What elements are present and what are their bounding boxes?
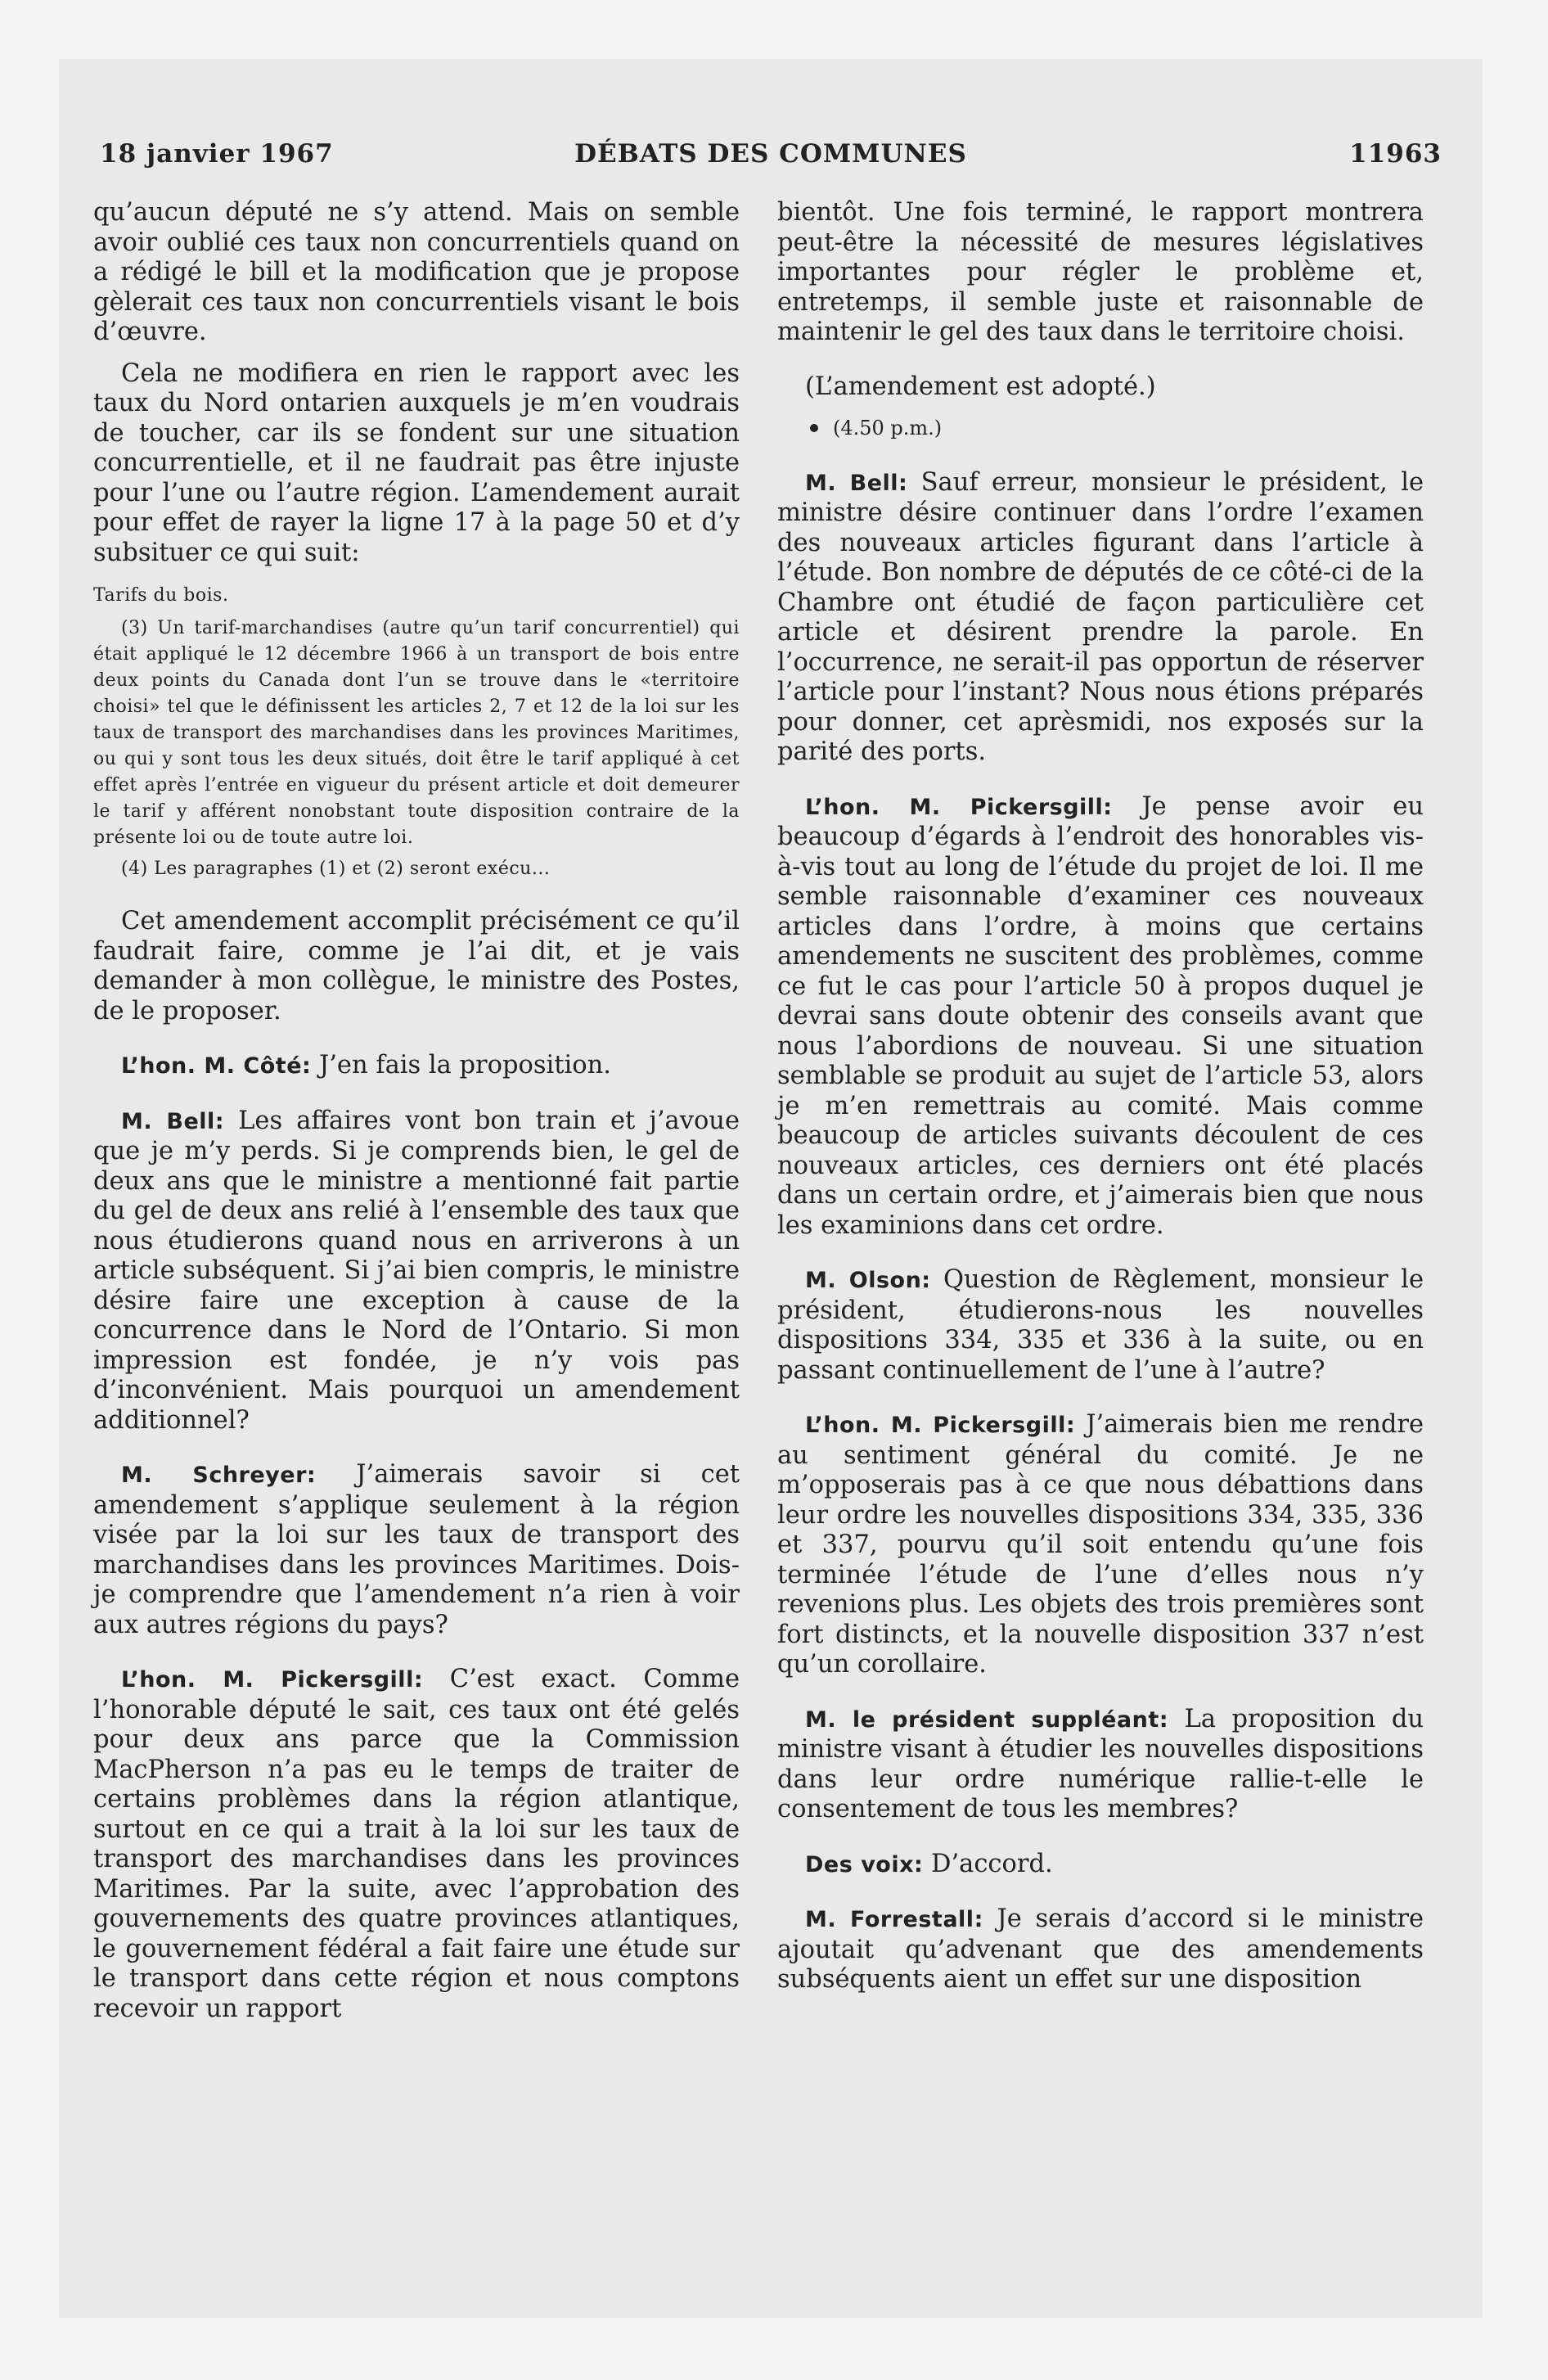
time-text: (4.50 p.m.) (833, 417, 943, 439)
speech (777, 1904, 1424, 1995)
speech-text: J’en fais la proposition. (311, 1051, 611, 1080)
speaker-name: L’hon. M. Pickersgill: (805, 794, 1113, 820)
procedural-note: (L’amendement est adopté.) (805, 372, 1156, 401)
speech-text: Les affaires vont bon train et j’avoue que je m’y perds. Si je comprends bien, le gel de deux ans que le ministre a mentionné fait partie du gel de deux ans relié à l’ensemble des taux que nous étudierons quand nous en arriverons à un article subséquent. Si j’ai bien compris, le ministre désire faire une exception à cause de la concurrence dans le Nord de l’Ontario. Si mon impression est fondée, je n’y vois pas d’inconvénient. Mais pourquoi un amendement additionnel? (93, 1106, 740, 1435)
speech-text: Je serais d’accord si le ministre ajoutait qu’advenant que des amendements subséquents aient un effet sur une disposition (777, 1904, 1424, 1994)
speaker-name: M. Forrestall: (805, 1907, 983, 1932)
speech (93, 1051, 740, 1082)
speech-text: J’aimerais bien me rendre au sentiment général du comité. Je ne m’opposerais pas à ce que nous débattions dans leur ordre les nouvelles dispositions 334, 335, 336 et 337, pourvu qu’il soit entendu qu’une fois terminée l’étude de l’une d’elles nous n’y revenions plus. Les objets des trois premières sont fort distincts, et la nouvelle disposition 337 n’est qu’un corollaire. (777, 1410, 1424, 1679)
speech (777, 1850, 1424, 1881)
speech (777, 1705, 1424, 1825)
right-column (777, 198, 1424, 1995)
quote-paragraph: (3) Un tarif-marchandises (autre qu’un tarif concurrentiel) qui était appliqué le 12 décembre 1966 à un transport de bois entre deux points du Canada dont l’un se trouve dans le «territoire choisi» tel que le définissent les articles 2, 7 et 12 de la loi sur les taux de transport des marchandises dans les provinces Maritimes, ou qui y sont tous les deux situés, doit être le tarif appliqué à cet effet après l’entrée en vigueur du présent article et doit demeurer le tarif y afférent nonobstant toute disposition contraire de la présente loi ou de toute autre loi. (93, 618, 740, 848)
page-header (100, 139, 1442, 180)
paragraph: Cela ne modifiera en rien le rapport avec les taux du Nord ontarien auxquels je m’en voudrais de toucher, car ils se fondent sur une situation concurrentielle, et il ne faudrait pas être injuste pour l’une ou l’autre région. L’amendement aurait pour effet de rayer la ligne 17 à la page 50 et d’y subsituer ce qui suit: (93, 358, 740, 567)
bullet-icon (810, 424, 818, 432)
header-date: 18 janvier 1967 (100, 139, 334, 169)
speaker-name: L’hon. M. Côté: (121, 1053, 312, 1079)
speaker-name: M. Bell: (805, 470, 908, 496)
speech-text: J’aimerais savoir si cet amendement s’applique seulement à la région visée par la loi sur les taux de transport des marchandises dans les provinces Maritimes. Dois-je comprendre que l’amendement n’a rien à voir aux autres régions du pays? (93, 1460, 740, 1639)
speech-text: C’est exact. Comme l’honorable député le sait, ces taux ont été gelés pour deux ans parce que la Commission MacPherson n’a pas eu le temps de traiter de certains problèmes dans la région atlantique, surtout en ce qui a trait à la loi sur les taux de transport des marchandises dans les provinces Maritimes. Par la suite, avec l’approbation des gouvernements des quatre provinces atlantiques, le gouvernement fédéral a fait faire une étude sur le transport dans cette région et nous comptons recevoir un rapport (93, 1665, 740, 2023)
quote-heading: Tarifs du bois. (93, 585, 229, 606)
header-page-number: 11963 (1349, 139, 1442, 169)
speech (93, 1460, 740, 1640)
paragraph: qu’aucun député ne s’y attend. Mais on semble avoir oublié ces taux non concurrentiels quand on a rédigé le bill et la modification que je propose gèlerait ces taux non concurrentiels visant le bois d’œuvre. (93, 198, 740, 346)
time-marker (810, 413, 1424, 444)
speech (777, 792, 1424, 1242)
header-title: DÉBATS DES COMMUNES (574, 139, 967, 169)
speaker-name: M. Bell: (121, 1108, 225, 1134)
left-column (93, 198, 740, 2024)
page (59, 59, 1483, 2318)
speech-text: D’accord. (923, 1849, 1053, 1878)
speaker-name: Des voix: (805, 1851, 924, 1877)
speaker-name: L’hon. M. Pickersgill: (121, 1667, 424, 1693)
speech-text: Je pense avoir eu beaucoup d’égards à l’endroit des honorables vis-à-vis tout au long de l’étude du projet de loi. Il me semble raisonnable d’examiner ces nouveaux articles dans l’ordre, à moins que certains amendements ne suscitent des problèmes, comme ce fut le cas pour l’article 50 à propos duquel je devrai sans doute obtenir des conseils avant que nous l’abordions de nouveau. Si une situation semblable se produit au sujet de l’article 53, alors je m’en remettrais au comité. Mais comme beaucoup de articles suivants découlent de ces nouveaux articles, ces derniers ont été placés dans un certain ordre, et j’aimerais bien que nous les examinions dans cet ordre. (777, 791, 1424, 1240)
speech-text: Sauf erreur, monsieur le président, le ministre désire continuer dans l’ordre l’examen des nouveaux articles figurant dans l’article à l’étude. Bon nombre de députés de ce côté-ci de la Chambre ont étudié de façon particulière cet article et désirent prendre la parole. En l’occurrence, ne serait-il pas opportun de réserver l’article pour l’instant? Nous nous étions préparés pour donner, cet aprèsmidi, nos exposés sur la parité des ports. (777, 467, 1424, 766)
speech (777, 468, 1424, 768)
quote-paragraph: (4) Les paragraphes (1) et (2) seront exécu... (121, 859, 551, 879)
speaker-name: M. le président suppléant: (805, 1706, 1169, 1733)
speech-text: Question de Règlement, monsieur le président, étudierons-nous les nouvelles dispositions 334, 335 et 336 à la suite, ou en passant continuellement de l’une à l’autre? (777, 1265, 1424, 1385)
speech (93, 1107, 740, 1436)
speech (93, 1665, 740, 2024)
speaker-name: M. Schreyer: (121, 1463, 317, 1488)
speaker-name: M. Olson: (805, 1268, 931, 1293)
speaker-name: L’hon. M. Pickersgill: (805, 1413, 1076, 1438)
speech (777, 1410, 1424, 1680)
speech-text: La proposition du ministre visant à étudier les nouvelles dispositions dans leur ordre numérique rallie-t-elle le consentement de tous les membres? (777, 1704, 1424, 1823)
speech (777, 1265, 1424, 1386)
paragraph: bientôt. Une fois terminé, le rapport montrera peut-être la nécessité de mesures législatives importantes pour régler le problème et, entretemps, il semble juste et raisonnable de maintenir le gel des taux dans le territoire choisi. (777, 198, 1424, 346)
paragraph: Cet amendement accomplit précisément ce qu’il faudrait faire, comme je l’ai dit, et je vais demander à mon collègue, le ministre des Postes, de le proposer. (93, 907, 740, 1025)
